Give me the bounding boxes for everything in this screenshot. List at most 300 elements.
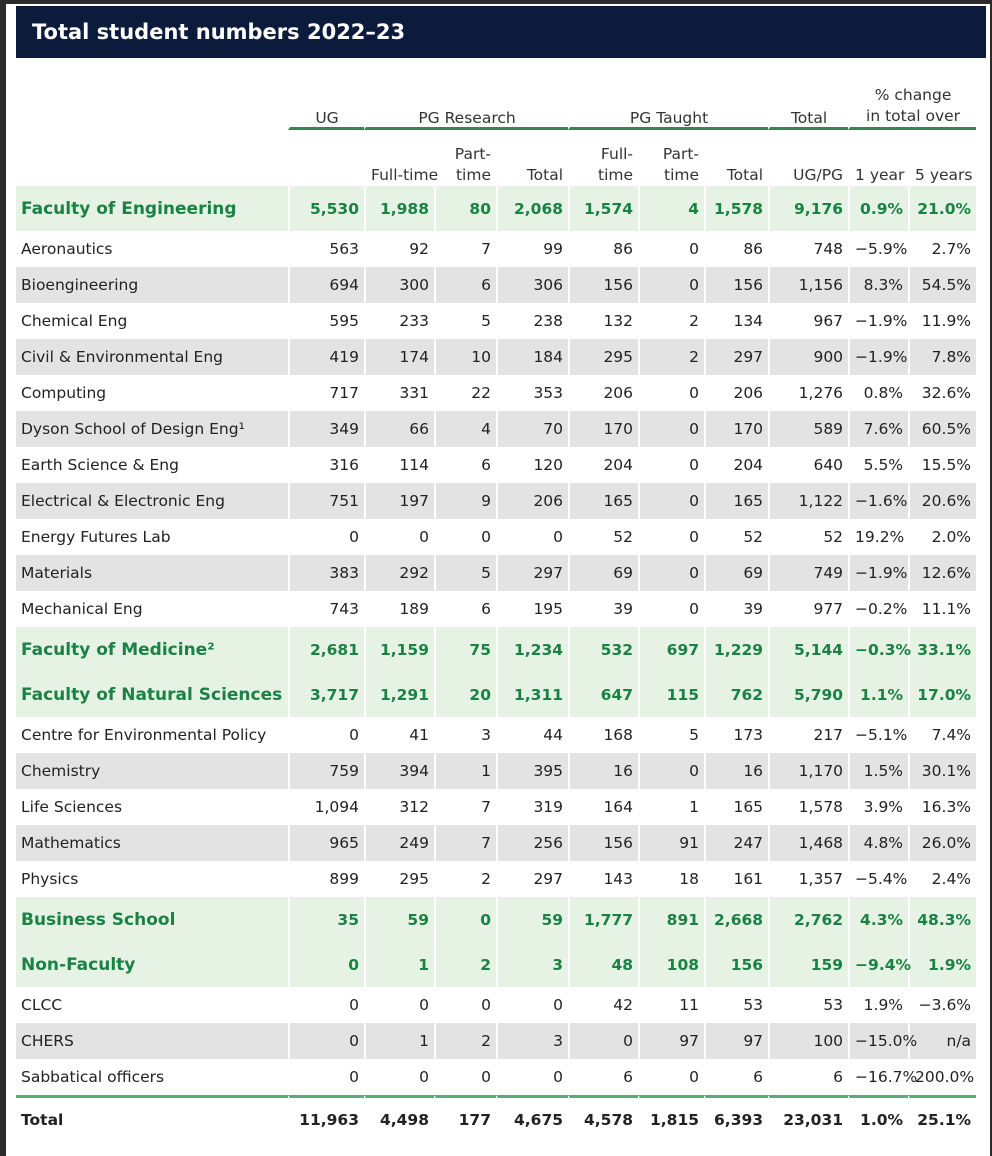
cell-value: 16 [704, 753, 768, 789]
cell-value: 762 [704, 672, 768, 717]
cell-value: 41 [364, 717, 434, 753]
table-row [16, 753, 976, 789]
header-pg-research: PG Research [364, 80, 568, 130]
cell-value: 53 [704, 987, 768, 1023]
row-label: Faculty of Engineering [16, 186, 288, 231]
cell-value: 20.6% [908, 483, 976, 519]
cell-value: 26.0% [908, 825, 976, 861]
cell-value: 159 [768, 942, 848, 987]
cell-value: 48 [568, 942, 638, 987]
cell-value: 97 [638, 1023, 704, 1059]
row-label: CHERS [16, 1023, 288, 1059]
cell-value: 6 [434, 267, 496, 303]
cell-value: 0 [638, 231, 704, 267]
cell-value: 3 [496, 1023, 568, 1059]
cell-value: 300 [364, 267, 434, 303]
cell-value: 2 [638, 339, 704, 375]
table-row [16, 789, 976, 825]
cell-value: 165 [704, 789, 768, 825]
cell-value: 697 [638, 627, 704, 672]
cell-value: −9.4% [848, 942, 908, 987]
cell-value: 0 [288, 987, 364, 1023]
cell-value: 165 [704, 483, 768, 519]
cell-value: 132 [568, 303, 638, 339]
cell-value: 967 [768, 303, 848, 339]
cell-value: 9 [434, 483, 496, 519]
cell-value: 156 [704, 267, 768, 303]
cell-value: 0 [638, 267, 704, 303]
cell-value: 97 [704, 1023, 768, 1059]
cell-value: 749 [768, 555, 848, 591]
cell-value: 0 [364, 519, 434, 555]
cell-value: 75 [434, 627, 496, 672]
cell-value: 4.3% [848, 897, 908, 942]
faculty-row [16, 186, 976, 231]
cell-value: 7 [434, 231, 496, 267]
cell-value: 134 [704, 303, 768, 339]
cell-value: 9,176 [768, 186, 848, 231]
cell-value: 748 [768, 231, 848, 267]
cell-value: −0.3% [848, 627, 908, 672]
cell-value: 1,574 [568, 186, 638, 231]
cell-value: 86 [704, 231, 768, 267]
cell-value: 1,170 [768, 753, 848, 789]
cell-value: 86 [568, 231, 638, 267]
row-label: CLCC [21, 996, 63, 1014]
cell-value: 292 [364, 555, 434, 591]
table-row [16, 1023, 976, 1059]
cell-value: 52 [768, 519, 848, 555]
cell-value: 589 [768, 411, 848, 447]
cell-value: 249 [364, 825, 434, 861]
cell-value: 44 [496, 717, 568, 753]
cell-value: 11 [638, 987, 704, 1023]
cell-value: 977 [768, 591, 848, 627]
cell-value: 2.4% [908, 861, 976, 897]
cell-value: 8.3% [848, 267, 908, 303]
cell-value: 2.7% [908, 231, 976, 267]
cell-value: 99 [496, 231, 568, 267]
cell-value: −0.2% [848, 591, 908, 627]
cell-value: 1,311 [496, 672, 568, 717]
cell-value: 0 [568, 1023, 638, 1059]
cell-value: 0 [638, 375, 704, 411]
table-row [16, 1059, 976, 1095]
cell-value: 0 [638, 519, 704, 555]
row-label: Civil & Environmental Eng [16, 339, 288, 375]
cell-value: 0 [434, 519, 496, 555]
cell-value: 297 [704, 339, 768, 375]
cell-value: 7.4% [908, 717, 976, 753]
cell-value: 22 [434, 375, 496, 411]
cell-value: 91 [638, 825, 704, 861]
cell-value: 640 [768, 447, 848, 483]
cell-value: 7 [434, 789, 496, 825]
cell-value: 0 [638, 447, 704, 483]
cell-value: 759 [288, 753, 364, 789]
cell-value: 16.3% [908, 789, 976, 825]
cell-value: 2,762 [768, 897, 848, 942]
cell-value: 100 [768, 1023, 848, 1059]
cell-value: 48.3% [908, 897, 976, 942]
faculty-row [16, 627, 976, 672]
cell-value: 23,031 [768, 1095, 848, 1141]
cell-value: −1.9% [848, 339, 908, 375]
cell-value: 1.5% [848, 753, 908, 789]
cell-value: 2 [638, 303, 704, 339]
cell-value: 1,988 [364, 186, 434, 231]
cell-value: 54.5% [908, 267, 976, 303]
cell-value: 0 [288, 1023, 364, 1059]
cell-value: 1,094 [288, 789, 364, 825]
cell-value: 174 [364, 339, 434, 375]
table-row [16, 519, 976, 555]
cell-value: 891 [638, 897, 704, 942]
header-ug: UG [288, 80, 364, 130]
cell-value: 1,468 [768, 825, 848, 861]
row-label: Mathematics [16, 825, 288, 861]
cell-value: 0 [364, 987, 434, 1023]
cell-value: 2 [434, 942, 496, 987]
cell-value: 200.0% [908, 1059, 976, 1095]
cell-value: 0 [288, 1059, 364, 1095]
cell-value: 19.2% [848, 519, 908, 555]
cell-value: 1,159 [364, 627, 434, 672]
cell-value: 1.9% [908, 942, 976, 987]
cell-value: 17.0% [908, 672, 976, 717]
cell-value: 0 [496, 519, 568, 555]
cell-value: 297 [496, 861, 568, 897]
row-label: Chemistry [16, 753, 288, 789]
row-label: Computing [21, 384, 107, 402]
cell-value: 206 [568, 375, 638, 411]
cell-value: −5.4% [848, 861, 908, 897]
cell-value: 52 [568, 519, 638, 555]
cell-value: −1.9% [848, 303, 908, 339]
cell-value: 69 [568, 555, 638, 591]
cell-value: 717 [288, 375, 364, 411]
cell-value: 2,068 [496, 186, 568, 231]
cell-value: 53 [768, 987, 848, 1023]
cell-value: 751 [288, 483, 364, 519]
row-label: Non-Faculty [16, 942, 288, 987]
cell-value: 306 [496, 267, 568, 303]
cell-value: 108 [638, 942, 704, 987]
header-pgt-part-time: Part- time [638, 130, 704, 186]
cell-value: 35 [288, 897, 364, 942]
cell-value: 156 [568, 825, 638, 861]
cell-value: 32.6% [908, 375, 976, 411]
cell-value: 206 [704, 375, 768, 411]
cell-value: 5 [434, 303, 496, 339]
cell-value: 59 [496, 897, 568, 942]
cell-value: 247 [704, 825, 768, 861]
header-pgr-part-time: Part- time [434, 130, 496, 186]
cell-value: −3.6% [908, 987, 976, 1023]
cell-value: 18 [638, 861, 704, 897]
table-row [16, 447, 976, 483]
cell-value: 1,578 [768, 789, 848, 825]
cell-value: 161 [704, 861, 768, 897]
cell-value: 0 [638, 411, 704, 447]
cell-value: −5.9% [848, 231, 908, 267]
cell-value: 11,963 [288, 1095, 364, 1141]
cell-value: 1,122 [768, 483, 848, 519]
cell-value: 170 [704, 411, 768, 447]
header-row-groups [16, 80, 976, 130]
cell-value: 204 [704, 447, 768, 483]
cell-value: 965 [288, 825, 364, 861]
header-pct-change: % change in total over [848, 80, 976, 130]
row-label: Total [16, 1095, 288, 1141]
cell-value: 2.0% [908, 519, 976, 555]
cell-value: 177 [434, 1095, 496, 1141]
cell-value: 395 [496, 753, 568, 789]
cell-value: 33.1% [908, 627, 976, 672]
cell-value: −5.1% [848, 717, 908, 753]
cell-value: 419 [288, 339, 364, 375]
cell-value: −1.9% [848, 555, 908, 591]
student-numbers-table [16, 80, 976, 1141]
cell-value: 4,578 [568, 1095, 638, 1141]
cell-value: 7.8% [908, 339, 976, 375]
cell-value: 1.1% [848, 672, 908, 717]
cell-value: 6 [704, 1059, 768, 1095]
cell-value: 353 [496, 375, 568, 411]
cell-value: 39 [704, 591, 768, 627]
cell-value: 0 [434, 897, 496, 942]
cell-value: 316 [288, 447, 364, 483]
row-label: Physics [21, 870, 79, 888]
table-row [16, 375, 976, 411]
cell-value: 189 [364, 591, 434, 627]
table-row [16, 717, 976, 753]
cell-value: 256 [496, 825, 568, 861]
cell-value: 5,790 [768, 672, 848, 717]
cell-value: 164 [568, 789, 638, 825]
cell-value: 6 [434, 591, 496, 627]
row-label: Materials [16, 555, 288, 591]
cell-value: 694 [288, 267, 364, 303]
faculty-row [16, 672, 976, 717]
cell-value: −16.7% [848, 1059, 908, 1095]
cell-value: 39 [568, 591, 638, 627]
table-row [16, 483, 976, 519]
table-row [16, 987, 976, 1023]
cell-value: 1.0% [848, 1095, 908, 1141]
cell-value: 5 [434, 555, 496, 591]
cell-value: 0 [288, 519, 364, 555]
cell-value: 21.0% [908, 186, 976, 231]
cell-value: 1,234 [496, 627, 568, 672]
cell-value: 2,681 [288, 627, 364, 672]
cell-value: 297 [496, 555, 568, 591]
cell-value: 394 [364, 753, 434, 789]
header-ug-pg: UG/PG [768, 130, 848, 186]
cell-value: 647 [568, 672, 638, 717]
row-label: Faculty of Natural Sciences [16, 672, 288, 717]
cell-value: 743 [288, 591, 364, 627]
cell-value: 143 [568, 861, 638, 897]
cell-value: 383 [288, 555, 364, 591]
cell-value: 70 [496, 411, 568, 447]
cell-value: 197 [364, 483, 434, 519]
cell-value: 4 [638, 186, 704, 231]
cell-value: 6 [434, 447, 496, 483]
cell-value: 156 [704, 942, 768, 987]
cell-value: 0 [638, 753, 704, 789]
cell-value: 233 [364, 303, 434, 339]
cell-value: 12.6% [908, 555, 976, 591]
page-title: Total student numbers 2022–23 [16, 6, 986, 58]
cell-value: 0 [496, 987, 568, 1023]
cell-value: 168 [568, 717, 638, 753]
cell-value: 1 [434, 753, 496, 789]
cell-value: 60.5% [908, 411, 976, 447]
cell-value: 0 [638, 483, 704, 519]
cell-value: 0 [496, 1059, 568, 1095]
cell-value: 156 [568, 267, 638, 303]
cell-value: 5,144 [768, 627, 848, 672]
table-body [16, 186, 976, 1141]
cell-value: 10 [434, 339, 496, 375]
cell-value: 173 [704, 717, 768, 753]
cell-value: 20 [434, 672, 496, 717]
cell-value: 7 [434, 825, 496, 861]
cell-value: 80 [434, 186, 496, 231]
header-pg-taught: PG Taught [568, 80, 768, 130]
cell-value: −15.0% [848, 1023, 908, 1059]
row-label: Mechanical Eng [21, 600, 143, 618]
cell-value: 0.9% [848, 186, 908, 231]
cell-value: 206 [496, 483, 568, 519]
cell-value: 195 [496, 591, 568, 627]
cell-value: 319 [496, 789, 568, 825]
cell-value: 6,393 [704, 1095, 768, 1141]
cell-value: 1 [638, 789, 704, 825]
table-row [16, 555, 976, 591]
cell-value: −1.6% [848, 483, 908, 519]
cell-value: 5 [638, 717, 704, 753]
faculty-row [16, 942, 976, 987]
cell-value: 115 [638, 672, 704, 717]
cell-value: 120 [496, 447, 568, 483]
cell-value: 1,357 [768, 861, 848, 897]
cell-value: 1,156 [768, 267, 848, 303]
cell-value: 0 [638, 555, 704, 591]
cell-value: 1 [364, 1023, 434, 1059]
cell-value: 2,668 [704, 897, 768, 942]
cell-value: 4,675 [496, 1095, 568, 1141]
cell-value: 184 [496, 339, 568, 375]
cell-value: 7.6% [848, 411, 908, 447]
cell-value: 15.5% [908, 447, 976, 483]
total-row [16, 1095, 976, 1141]
cell-value: 2 [434, 1023, 496, 1059]
cell-value: 0 [288, 942, 364, 987]
cell-value: 217 [768, 717, 848, 753]
cell-value: 1,276 [768, 375, 848, 411]
cell-value: 25.1% [908, 1095, 976, 1141]
cell-value: 563 [288, 231, 364, 267]
cell-value: 4,498 [364, 1095, 434, 1141]
cell-value: 5.5% [848, 447, 908, 483]
cell-value: 6 [568, 1059, 638, 1095]
cell-value: 0.8% [848, 375, 908, 411]
table-row [16, 231, 976, 267]
cell-value: 532 [568, 627, 638, 672]
cell-value: 331 [364, 375, 434, 411]
cell-value: 1,815 [638, 1095, 704, 1141]
cell-value: 3.9% [848, 789, 908, 825]
cell-value: 30.1% [908, 753, 976, 789]
cell-value: 92 [364, 231, 434, 267]
cell-value: 6 [768, 1059, 848, 1095]
cell-value: 1 [364, 942, 434, 987]
cell-value: 66 [364, 411, 434, 447]
report-page [6, 4, 990, 1156]
row-label: Sabbatical officers [21, 1068, 165, 1086]
row-label: Bioengineering [16, 267, 288, 303]
cell-value: 165 [568, 483, 638, 519]
cell-value: 2 [434, 861, 496, 897]
cell-value: 0 [434, 987, 496, 1023]
row-label: Centre for Environmental Policy [21, 726, 267, 744]
cell-value: 4.8% [848, 825, 908, 861]
cell-value: 1.9% [848, 987, 908, 1023]
cell-value: 3 [496, 942, 568, 987]
faculty-row [16, 897, 976, 942]
cell-value: 11.9% [908, 303, 976, 339]
cell-value: 1,291 [364, 672, 434, 717]
cell-value: 349 [288, 411, 364, 447]
cell-value: 295 [568, 339, 638, 375]
row-label: Life Sciences [21, 798, 123, 816]
header-total: Total [768, 80, 848, 130]
row-label: Energy Futures Lab [21, 528, 171, 546]
cell-value: 114 [364, 447, 434, 483]
row-label: Electrical & Electronic Eng [16, 483, 288, 519]
header-pgt-total: Total [704, 130, 768, 186]
cell-value: 59 [364, 897, 434, 942]
cell-value: 3 [434, 717, 496, 753]
cell-value: 238 [496, 303, 568, 339]
cell-value: 0 [434, 1059, 496, 1095]
row-label: Business School [16, 897, 288, 942]
row-label: Faculty of Medicine² [16, 627, 288, 672]
cell-value: 1,578 [704, 186, 768, 231]
cell-value: 204 [568, 447, 638, 483]
cell-value: 1,777 [568, 897, 638, 942]
cell-value: 899 [288, 861, 364, 897]
row-label: Aeronautics [21, 240, 113, 258]
cell-value: 0 [638, 591, 704, 627]
cell-value: 11.1% [908, 591, 976, 627]
cell-value: 170 [568, 411, 638, 447]
cell-value: 3,717 [288, 672, 364, 717]
table-row [16, 339, 976, 375]
cell-value: n/a [908, 1023, 976, 1059]
header-5-years: 5 years [908, 130, 976, 186]
table-row [16, 267, 976, 303]
cell-value: 0 [638, 1059, 704, 1095]
cell-value: 52 [704, 519, 768, 555]
cell-value: 295 [364, 861, 434, 897]
header-pgr-total: Total [496, 130, 568, 186]
table-row [16, 303, 976, 339]
row-label: Chemical Eng [21, 312, 128, 330]
cell-value: 69 [704, 555, 768, 591]
